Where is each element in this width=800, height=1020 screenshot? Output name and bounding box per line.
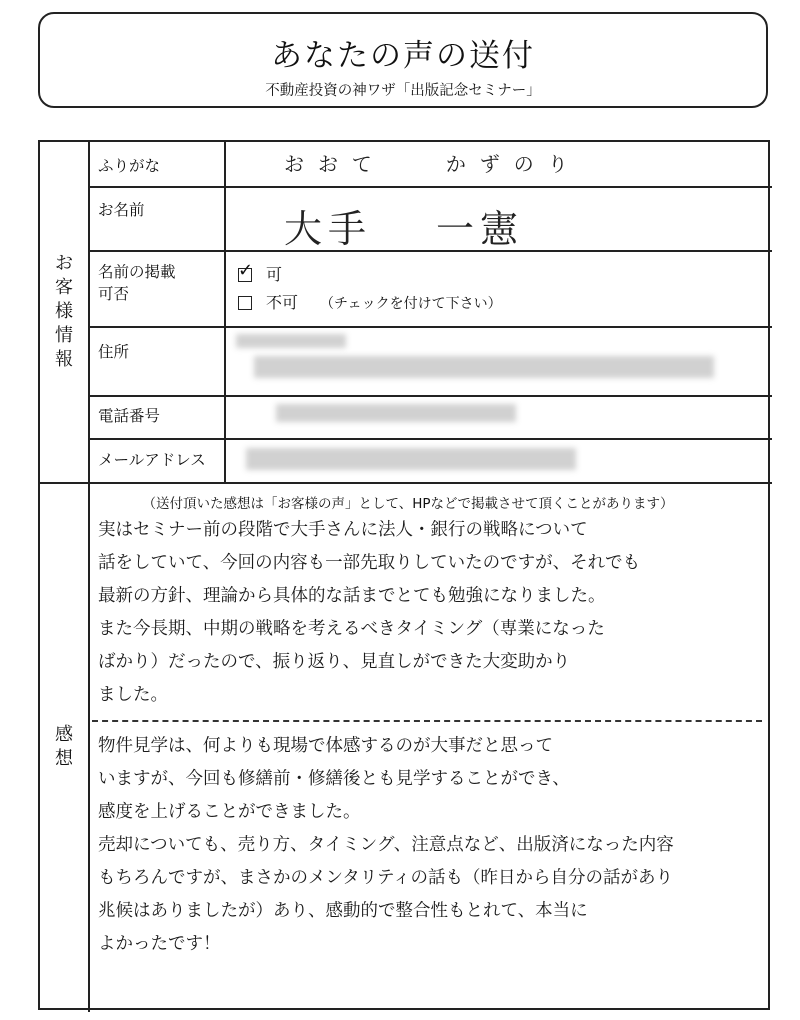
name-value: 大手 一憲: [284, 207, 525, 251]
publish-ok-checkbox: [238, 260, 254, 282]
section-customer-info: お 客 様 情 報: [55, 253, 73, 370]
comment-header: （送付頂いた感想は「お客様の声」として、HPなどで掲載させて頂くことがあります）: [142, 496, 674, 512]
email-redacted: [246, 448, 576, 470]
furigana-label: ふりがな: [98, 157, 161, 175]
form-subtitle: 不動産投資の神ワザ「出版記念セミナー」: [265, 83, 541, 99]
check-icon: ✓: [238, 260, 254, 281]
customer-form: [38, 140, 770, 1010]
comment-part-1: 実はセミナー前の段階で大手さんに法人・銀行の戦略について 話をしていて、今回の内容も一部先取りしていたのですが、それでも 最新の方針、理論から具体的な話までとても勉強になりました。 また今長期、中期の戦略を考えるべきタイミング（専業になった ばかり）だったので、振り返り、見直しができた大変助かり ました。: [98, 520, 641, 705]
phone-label: 電話番号: [98, 407, 161, 425]
publish-label: 名前の掲載 可否: [98, 263, 176, 303]
publish-ng-option: 不可 （チェックを付けて下さい）: [238, 290, 502, 313]
address-label: 住所: [98, 343, 130, 361]
address-redacted: [254, 356, 714, 378]
dashed-divider: [92, 720, 762, 722]
address-redacted: [236, 334, 346, 348]
email-label: メールアドレス: [98, 451, 206, 469]
phone-redacted: [276, 404, 516, 422]
publish-ok-option: ✓ 可: [238, 260, 283, 284]
furigana-value: おおて かずのり: [284, 152, 582, 176]
title-box: [38, 12, 768, 108]
section-impression: 感 想: [55, 724, 73, 769]
comment-part-2: 物件見学は、何よりも現場で体感するのが大事だと思って いますが、今回も修繕前・修繕後とも見学することができ、 感度を上げることができました。 売却についても、売り方、タイミング、注意点など、出版済になった内容 もちろんですが、まさかのメンタリティの話も（昨日から自分の話があり 兆候はありましたが）あり、感動的で整合性もとれて、本当に よかったです！: [98, 736, 674, 954]
form-title: あなたの声の送付: [271, 38, 535, 74]
name-label: お名前: [98, 201, 145, 219]
publish-ng-checkbox: [238, 296, 252, 310]
